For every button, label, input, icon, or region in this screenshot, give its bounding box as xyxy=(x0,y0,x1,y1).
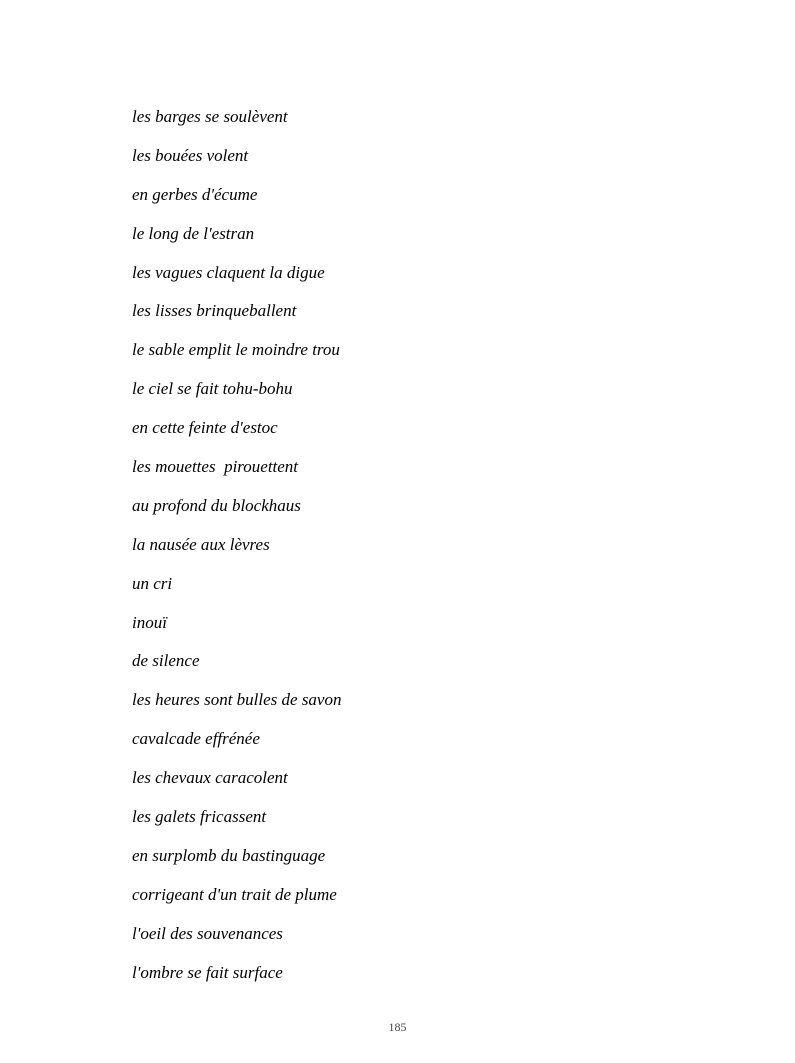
poem-line: le ciel se fait tohu-bohu xyxy=(132,379,293,399)
poem-line: cavalcade effrénée xyxy=(132,729,260,749)
poem-line: les mouettes pirouettent xyxy=(132,457,299,477)
poem-line: le long de l'estran xyxy=(132,223,255,243)
poem-line: les barges se soulèvent xyxy=(132,107,288,126)
poem-line: les lisses brinqueballent xyxy=(132,301,297,321)
poem-line: corrigeant d'un trait de plume xyxy=(132,884,337,904)
poem-line: en cette feinte d'estoc xyxy=(132,418,278,438)
poem-line: en surplomb du bastinguage xyxy=(132,845,326,865)
poem-line: la nausée aux lèvres xyxy=(132,534,270,554)
poem-line: les vagues claquent la digue xyxy=(132,262,325,282)
poem-line: les galets fricassent xyxy=(132,807,267,827)
poem-line: inouï xyxy=(132,612,167,632)
poem-line: au profond du blockhaus xyxy=(132,495,301,515)
poem-line: l'oeil des souvenances xyxy=(132,923,283,943)
poem-line: un cri xyxy=(132,573,173,593)
poem-line: de silence xyxy=(132,651,200,671)
poem-text xyxy=(132,98,341,992)
poem-line: les chevaux caracolent xyxy=(132,768,288,788)
poem-line: les bouées volent xyxy=(132,145,249,165)
poem-line: les heures sont bulles de savon xyxy=(132,690,342,710)
poem-line: l'ombre se fait surface xyxy=(132,962,283,982)
page-number: 185 xyxy=(388,1020,407,1034)
poem-line: le sable emplit le moindre trou xyxy=(132,340,340,360)
poem-line: en gerbes d'écume xyxy=(132,184,258,204)
